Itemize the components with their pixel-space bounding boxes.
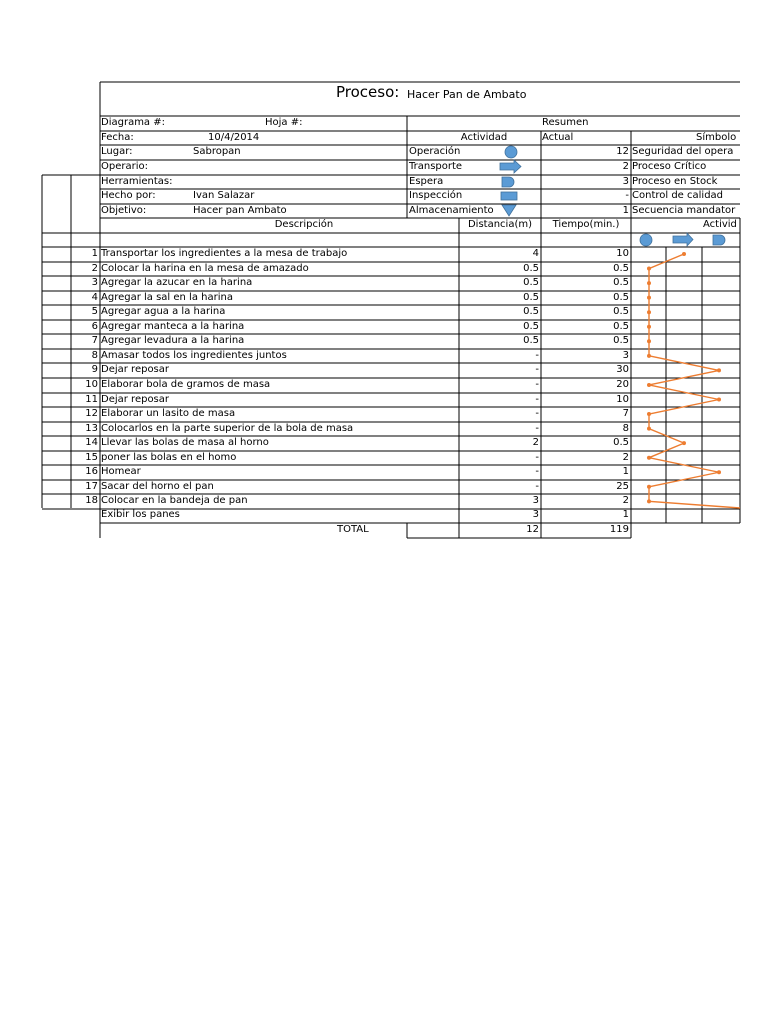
fecha-label: Fecha:	[101, 132, 134, 143]
total-label: TOTAL	[337, 524, 369, 535]
row-distance: -	[535, 466, 539, 478]
row-number: 1	[91, 248, 98, 259]
row-number: 8	[91, 349, 98, 361]
hecho-value: Ivan Salazar	[193, 190, 255, 201]
row-number: 17	[85, 480, 98, 492]
row-time: 3	[622, 349, 629, 361]
flow-point	[647, 456, 651, 460]
resumen-activity: Transporte	[409, 161, 463, 172]
delay-d-icon	[502, 177, 514, 187]
row-distance: 0.5	[523, 277, 539, 289]
extra-row-time: 1	[622, 509, 629, 520]
diagrama-label: Diagrama #:	[101, 117, 165, 128]
row-description: Amasar todos los ingredientes juntos	[101, 349, 287, 361]
flow-point	[647, 339, 651, 343]
row-distance: 0.5	[523, 335, 539, 347]
flow-point	[647, 485, 651, 489]
flow-line	[649, 254, 740, 508]
delay-d-icon	[713, 235, 725, 245]
resumen-symbol-name: Seguridad del opera	[632, 146, 734, 157]
resumen-actual: 1	[622, 205, 629, 216]
row-distance: 4	[532, 248, 539, 259]
row-description: Colocar en la bandeja de pan	[101, 495, 248, 507]
distancia-header: Distancia(m)	[467, 219, 533, 230]
row-description: Sacar del horno el pan	[101, 480, 214, 492]
resumen-symbol-name: Control de calidad	[632, 190, 724, 201]
row-time: 0.5	[613, 262, 629, 274]
resumen-activity: Inspección	[409, 190, 463, 201]
row-time: 1	[622, 466, 629, 478]
row-time: 0.5	[613, 437, 629, 449]
flow-point	[647, 281, 651, 285]
row-description: poner las bolas en el homo	[101, 451, 237, 463]
row-distance: -	[535, 393, 539, 405]
resumen-activity: Espera	[409, 176, 444, 187]
row-description: Agregar agua a la harina	[101, 306, 226, 318]
row-time: 30	[616, 364, 629, 376]
resumen-symbol-name: Proceso Crítico	[632, 161, 707, 172]
row-number: 6	[91, 320, 98, 332]
proceso-value: Hacer Pan de Ambato	[407, 88, 527, 101]
row-distance: -	[535, 364, 539, 376]
row-time: 10	[616, 248, 629, 259]
row-description: Agregar la azucar en la harina	[101, 277, 253, 289]
row-number: 13	[85, 422, 98, 434]
resumen-activity: Almacenamiento	[409, 205, 494, 216]
row-distance: 2	[532, 437, 539, 449]
row-description: Elaborar un lasito de masa	[101, 408, 236, 420]
row-distance: -	[535, 378, 539, 390]
row-description: Colocarlos en la parte superior de la bola de masa	[101, 422, 354, 434]
flow-point	[647, 427, 651, 431]
flow-point	[717, 470, 721, 474]
row-number: 18	[85, 495, 98, 507]
flow-point	[682, 252, 686, 256]
flow-point	[647, 267, 651, 271]
fecha-value: 10/4/2014	[208, 132, 260, 143]
row-time: 25	[616, 480, 629, 492]
flow-point	[717, 368, 721, 372]
row-number: 16	[85, 466, 98, 478]
row-time: 8	[622, 422, 629, 434]
storage-triangle-icon	[502, 205, 516, 216]
row-number: 10	[85, 378, 98, 390]
flow-point	[647, 383, 651, 387]
row-distance: -	[535, 422, 539, 434]
row-time: 0.5	[613, 277, 629, 289]
row-time: 2	[622, 451, 629, 463]
total-time: 119	[609, 524, 629, 535]
row-number: 11	[85, 393, 98, 405]
row-distance: -	[535, 480, 539, 492]
actual-header: Actual	[542, 132, 574, 143]
resumen-symbol-name: Secuencia mandator	[632, 205, 736, 216]
row-description: Agregar manteca a la harina	[101, 320, 245, 332]
flow-point	[647, 412, 651, 416]
resumen-activity: Operación	[409, 146, 461, 157]
row-description: Dejar reposar	[101, 364, 170, 376]
flow-point	[647, 325, 651, 329]
operation-circle-icon	[505, 146, 517, 158]
hecho-label: Hecho por:	[101, 190, 156, 201]
operation-circle-icon	[640, 234, 652, 246]
row-number: 2	[91, 262, 98, 274]
row-distance: -	[535, 349, 539, 361]
resumen-actual: 3	[622, 176, 629, 187]
transport-arrow-icon	[673, 233, 693, 246]
operario-label: Operario:	[101, 161, 148, 172]
hoja-label: Hoja #:	[265, 117, 303, 128]
lugar-label: Lugar:	[101, 146, 133, 157]
row-number: 5	[91, 306, 98, 318]
actividad-header: Actividad	[460, 132, 508, 143]
simbolo-header: Símbolo	[696, 132, 737, 143]
row-time: 0.5	[613, 335, 629, 347]
resumen-actual: 2	[622, 161, 629, 172]
flow-point	[682, 441, 686, 445]
proceso-label: Proceso:	[336, 83, 400, 101]
row-distance: 0.5	[523, 306, 539, 318]
row-time: 2	[622, 495, 629, 507]
row-distance: 3	[532, 495, 539, 507]
extra-row-desc: Exibir los panes	[101, 509, 180, 520]
objetivo-label: Objetivo:	[101, 205, 147, 216]
total-dist: 12	[526, 524, 539, 535]
row-number: 12	[85, 408, 98, 420]
resumen-symbol-name: Proceso en Stock	[632, 176, 718, 187]
row-description: Colocar la harina en la mesa de amazado	[101, 262, 309, 274]
row-number: 4	[91, 291, 98, 303]
tiempo-header: Tiempo(min.)	[552, 219, 620, 230]
row-time: 10	[616, 393, 629, 405]
row-description: Agregar la sal en la harina	[101, 291, 233, 303]
resumen-actual: 12	[616, 146, 629, 157]
row-distance: 0.5	[523, 291, 539, 303]
row-distance: 0.5	[523, 320, 539, 332]
row-description: Llevar las bolas de masa al horno	[101, 437, 269, 449]
row-description: Agregar levadura a la harina	[101, 335, 245, 347]
objetivo-value: Hacer pan Ambato	[193, 205, 287, 216]
inspection-square-icon	[501, 192, 517, 200]
row-number: 7	[91, 335, 98, 347]
row-time: 0.5	[613, 291, 629, 303]
row-time: 0.5	[613, 320, 629, 332]
flow-point	[647, 499, 651, 503]
row-number: 15	[85, 451, 98, 463]
flow-point	[647, 310, 651, 314]
row-distance: 0.5	[523, 262, 539, 274]
flow-point	[647, 296, 651, 300]
lugar-value: Sabropan	[193, 146, 241, 157]
extra-row-dist: 3	[532, 509, 539, 520]
row-time: 20	[616, 378, 629, 390]
row-time: 7	[622, 408, 629, 420]
row-number: 9	[91, 364, 98, 376]
row-number: 14	[85, 437, 98, 449]
row-number: 3	[91, 277, 98, 289]
row-distance: -	[535, 451, 539, 463]
row-description: Transportar los ingredientes a la mesa de trabajo	[101, 248, 348, 259]
flow-point	[647, 354, 651, 358]
row-distance: -	[535, 408, 539, 420]
row-description: Dejar reposar	[101, 393, 170, 405]
transport-arrow-icon	[500, 160, 521, 173]
resumen-actual: -	[625, 190, 629, 201]
resumen-title: Resumen	[542, 117, 589, 128]
flow-point	[717, 398, 721, 402]
herramientas-label: Herramientas:	[101, 176, 173, 187]
row-description: Homear	[101, 466, 141, 478]
actividad-col-header: Activid	[703, 219, 737, 230]
descripcion-header: Descripción	[274, 219, 334, 230]
row-description: Elaborar bola de gramos de masa	[101, 378, 271, 390]
row-time: 0.5	[613, 306, 629, 318]
